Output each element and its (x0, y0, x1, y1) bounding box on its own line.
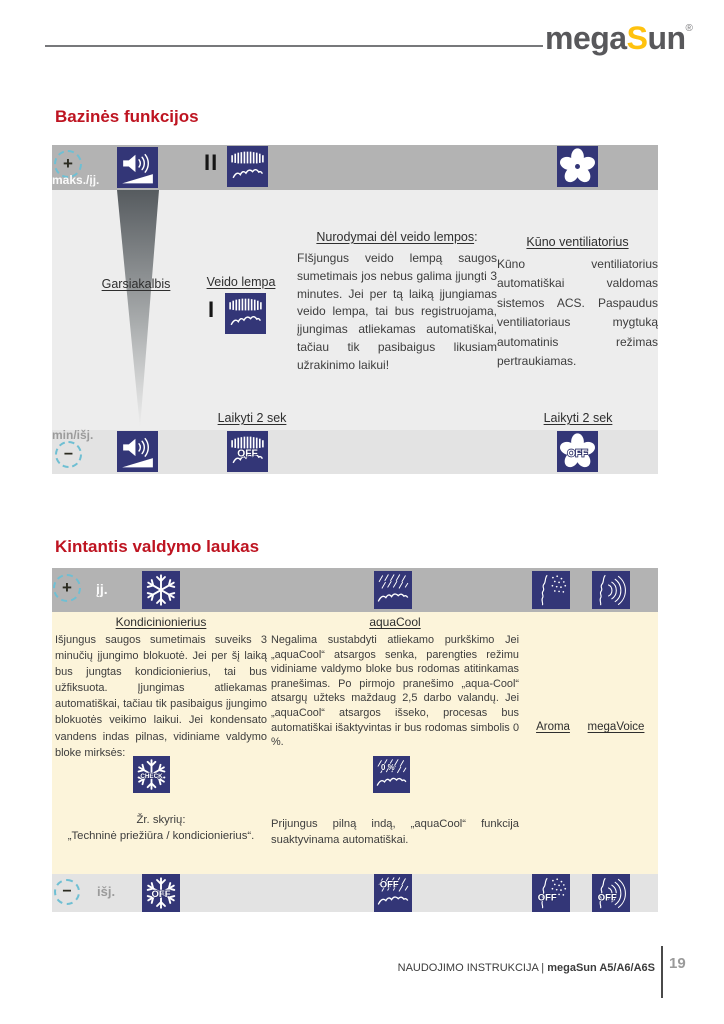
plus-button (53, 574, 81, 602)
footer-divider (661, 946, 663, 998)
header-rule (45, 45, 543, 47)
volume-wedge-gradient (117, 190, 159, 428)
section-title-variable-control: Kintantis valdymo laukas (55, 537, 260, 556)
body-fan-icon (557, 146, 598, 187)
svg-text:CHECK: CHECK (140, 773, 163, 781)
note-title-text: Nurodymai dėl veido lempos (316, 230, 475, 244)
svg-text:OFF: OFF (537, 892, 557, 904)
plus-glyph: + (63, 154, 73, 173)
max-on-label: maks./įj. (52, 173, 100, 187)
min-off-label: min/išj. (52, 428, 94, 442)
minus-glyph: − (62, 883, 72, 900)
svg-text:OFF: OFF (379, 879, 399, 891)
body-fan-title: Kūno ventiliatorius (526, 235, 629, 249)
body-fan-note (497, 235, 658, 371)
page-number: 19 (669, 955, 686, 972)
aquacool-column (271, 615, 519, 750)
face-lamp-note (297, 230, 497, 375)
brand-logo (545, 20, 692, 57)
svg-text:OFF: OFF (151, 888, 171, 900)
snowflake-check-icon (133, 756, 170, 793)
face-lamp-icon (225, 293, 266, 334)
snowflake-ac-icon (142, 571, 180, 609)
aquacool-off-icon (374, 874, 412, 912)
face-lamp-note-body: FIšjungus veido lempą saugos sumetimais jos nebus galima įjungti 3 minutes. Jei per tą laiką įjungiamas veido lempa, tai bus registruojama, įjungimas atliekamas automatiškai, tačiau tik pasibaigus likusiam užrakinimo laikui! (297, 251, 497, 372)
snowflake-off-icon (142, 874, 180, 912)
minus-glyph: − (63, 445, 74, 463)
aroma-icon (532, 571, 570, 609)
logo-part-mega: mega (545, 20, 627, 56)
svg-text:0 %: 0 % (381, 762, 395, 772)
hold-2s-label-2: Laikyti 2 sek (543, 411, 613, 425)
aquacool-body2: Prijungus pilną indą, „aquaCool“ funkcija suaktyvinama automatiškai. (271, 818, 519, 846)
aquacool-body: Negalima sustabdyti atliekamo purkškimo Jei „aquaCool“ atsargos senka, parengties režimu vidiniame valdymo bloke bus rodomas atitinkamas pranešimas. Po pirmojo pranešimo „aqua-Cool“ atsargų užteks maždaug 2,5 darbo valandų. Jei „aquaCool“ atsargos išseko, procesas bus automatiškai išaktyvintas ir bus rodomas simbolis 0 %. (271, 634, 519, 749)
level-one-marker: I (208, 297, 215, 322)
footer-doc-title: NAUDOJIMO INSTRUKCIJA (397, 962, 539, 974)
face-lamp-label: Veido lempa (206, 275, 276, 289)
face-lamp-icon (227, 146, 268, 187)
footer-text (300, 962, 655, 974)
plus-glyph: + (62, 578, 72, 597)
hold-2s-label-1: Laikyti 2 sek (217, 411, 287, 425)
off-label: išj. (97, 884, 116, 899)
face-lamp-off-icon (227, 431, 268, 472)
note-title-colon: : (474, 230, 478, 244)
aquacool-title: aquaCool (369, 615, 421, 629)
speaker-label: Garsiakalbis (101, 277, 171, 291)
volume-speaker-icon (117, 147, 158, 188)
megavoice-off-icon (592, 874, 630, 912)
footer-product: megaSun A5/A6/A6S (547, 962, 655, 974)
svg-text:OFF: OFF (237, 448, 258, 460)
megavoice-icon (592, 571, 630, 609)
body-fan-off-icon (557, 431, 598, 472)
megavoice-label: megaVoice (587, 721, 645, 733)
air-conditioner-title: Kondicinionierius (115, 615, 207, 629)
minus-button (54, 879, 80, 905)
on-label: įj. (96, 581, 108, 597)
aquacool-zero-percent-icon (373, 756, 410, 793)
logo-part-s: S (626, 20, 648, 56)
aquacool-icon (374, 571, 412, 609)
body-fan-body: Kūno ventiliatorius automatiškai valdomas sistemos ACS. Paspaudus ventiliatoriaus mygtuką automatinis režimas pertraukiamas. (497, 257, 658, 369)
see-section-note (55, 813, 267, 844)
pause-marker: II (204, 150, 219, 175)
air-conditioner-column (55, 615, 267, 761)
see-section-line2: „Techninė priežiūra / kondicionierius“. (67, 829, 255, 842)
svg-text:OFF: OFF (597, 892, 617, 904)
logo-part-un: un (647, 20, 686, 56)
air-conditioner-body: Išjungus saugos sumetimais suveiks 3 minučių įjungimo blokuotė. Jei per šį laiką bus jungtas kondicionierius, tai bus užfiksuota. Įjungimas atliekamas automatiškai, tačiau tik pasibaigus įjungimo blokuotės veikimo laikui. Jei kondensato vandens indas pilnas, vidiniame valdymo bloke mirksės: (55, 634, 267, 759)
minus-button (55, 441, 82, 468)
volume-speaker-icon (117, 431, 158, 472)
see-section-line1: Žr. skyrių: (136, 814, 186, 826)
footer-separator: | (541, 962, 545, 974)
face-lamp-note-title (297, 230, 497, 244)
section-title-basic-functions: Bazinės funkcijos (55, 107, 199, 126)
aroma-label: Aroma (536, 721, 570, 733)
svg-text:OFF: OFF (567, 448, 588, 460)
registered-mark: ® (685, 23, 693, 34)
aroma-off-icon (532, 874, 570, 912)
